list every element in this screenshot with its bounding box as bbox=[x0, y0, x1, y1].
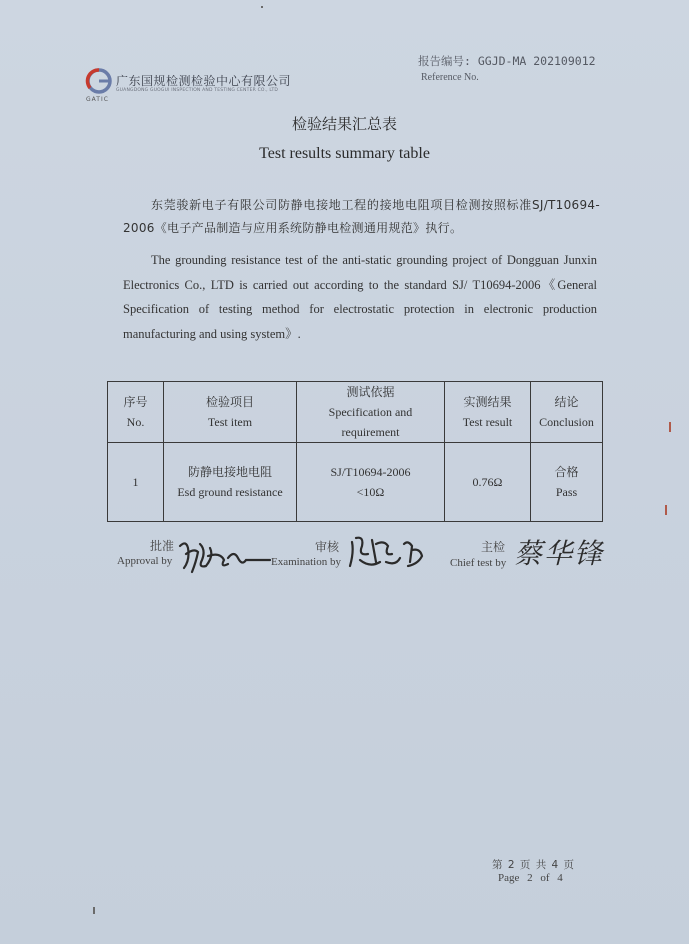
item-name-cn: 防静电接地电阻 bbox=[187, 465, 272, 479]
examination-label-cn: 审核 bbox=[315, 540, 340, 554]
item-name-en: Esd ground resistance bbox=[177, 485, 283, 499]
org-name-en: GUANGDONG GUOGUI INSPECTION AND TESTING CENTER CO., LTD bbox=[116, 88, 279, 93]
scan-speck bbox=[261, 6, 263, 8]
spec-standard: SJ/T10694-2006 bbox=[330, 465, 411, 479]
scan-speck bbox=[665, 505, 667, 515]
header-result-en: Test result bbox=[462, 415, 513, 429]
header-item-cn: 检验项目 bbox=[205, 395, 254, 409]
header-no-cn: 序号 bbox=[123, 395, 148, 409]
header-conclusion-cn: 结论 bbox=[554, 395, 579, 409]
page-title-cn: 检验结果汇总表 bbox=[291, 115, 397, 133]
chief-label-en: Chief test by bbox=[450, 557, 507, 569]
results-table bbox=[107, 381, 603, 522]
approval-label-cn: 批准 bbox=[150, 539, 175, 553]
header-cell bbox=[164, 382, 297, 443]
header-no-en: No. bbox=[126, 415, 145, 429]
conclusion-en: Pass bbox=[555, 485, 578, 499]
cell-spec bbox=[297, 443, 445, 522]
header-spec-en: Specification and requirement bbox=[328, 405, 413, 439]
header-item-en: Test item bbox=[207, 415, 253, 429]
reference-label: Reference No. bbox=[421, 72, 479, 83]
org-abbreviation: GATIC bbox=[86, 96, 109, 103]
spec-requirement: <10Ω bbox=[356, 485, 385, 499]
chief-signature: 蔡华锋 bbox=[514, 537, 605, 570]
cell-result: 0.76Ω bbox=[445, 443, 531, 522]
header-cell bbox=[108, 382, 164, 443]
conclusion-cn: 合格 bbox=[554, 465, 579, 479]
approval-label-en: Approval by bbox=[117, 555, 173, 567]
header-cell bbox=[531, 382, 603, 443]
intro-paragraph-en: The grounding resistance test of the anti-static grounding project of Dongguan Junxin Electronics Co., LTD is carried out according to the standard SJ/ T10694-2006《General Specification of testing method for electrostatic protection in electronic production manufacturing and using system》. bbox=[123, 253, 597, 341]
logo-emblem-icon bbox=[84, 66, 114, 96]
cell-item bbox=[164, 443, 297, 522]
page-title-en: Test results summary table bbox=[259, 145, 430, 162]
table-row bbox=[108, 443, 603, 522]
cell-conclusion bbox=[531, 443, 603, 522]
chief-label-cn: 主检 bbox=[481, 540, 506, 554]
scan-speck bbox=[93, 907, 95, 914]
approval-signature bbox=[176, 538, 272, 576]
header-spec-cn: 测试依据 bbox=[346, 385, 395, 399]
intro-paragraph-cn: 东莞骏新电子有限公司防静电接地工程的接地电阻项目检测按照标准SJ/T10694-2006《电子产品制造与应用系统防静电检测通用规范》执行。 bbox=[123, 198, 600, 235]
scan-speck bbox=[669, 422, 671, 432]
reference-number: 报告编号: GGJD-MA 202109012 bbox=[418, 54, 596, 68]
company-logo bbox=[84, 66, 114, 96]
header-result-cn: 实测结果 bbox=[463, 395, 512, 409]
org-name-cn: 广东国规检测检验中心有限公司 bbox=[116, 74, 292, 88]
header-cell bbox=[445, 382, 531, 443]
page-number-en: Page 2 of 4 bbox=[498, 872, 563, 884]
header-cell bbox=[297, 382, 445, 443]
page-number-cn: 第 2 页 共 4 页 bbox=[492, 859, 576, 871]
examination-label-en: Examination by bbox=[271, 556, 341, 568]
header-conclusion-en: Conclusion bbox=[539, 415, 594, 429]
examination-signature bbox=[346, 532, 426, 572]
table-header-row bbox=[108, 382, 603, 443]
cell-no: 1 bbox=[108, 443, 164, 522]
